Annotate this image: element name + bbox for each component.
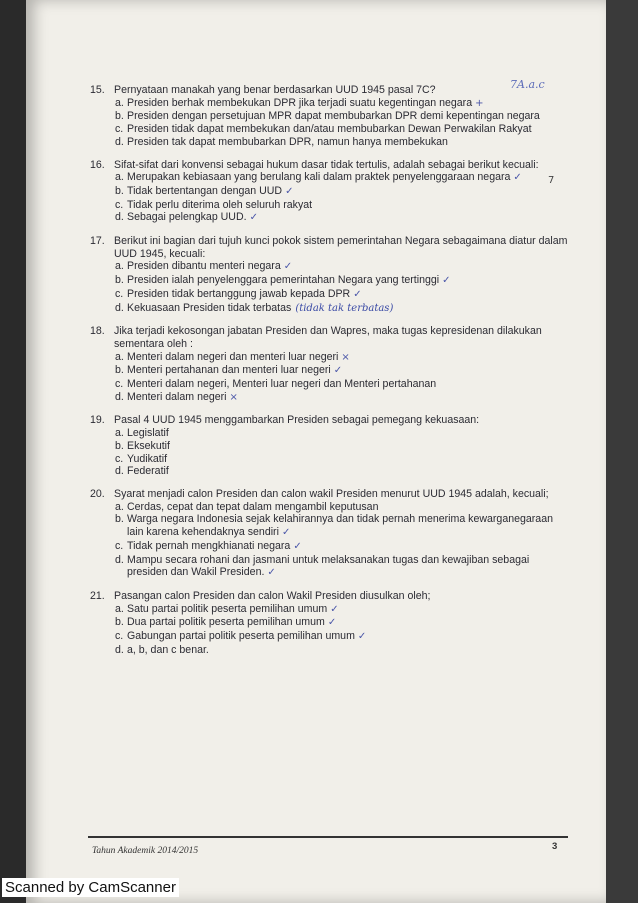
answer-option bbox=[115, 453, 570, 466]
option-text: Presiden berhak membekukan DPR jika terjadi suatu kegentingan negara bbox=[127, 96, 473, 109]
option-letter: d. bbox=[115, 553, 124, 566]
answer-option bbox=[115, 274, 570, 288]
option-body bbox=[127, 440, 570, 453]
question-stem bbox=[90, 235, 570, 260]
answer-options bbox=[115, 260, 570, 315]
answer-options bbox=[115, 427, 570, 478]
answer-option bbox=[115, 110, 570, 123]
handwritten-mark: × bbox=[229, 391, 238, 403]
option-text: Presiden tak dapat membubarkan DPR, namun hanya membekukan bbox=[127, 135, 448, 148]
option-text: Legislatif bbox=[127, 427, 169, 440]
answer-option bbox=[115, 171, 570, 185]
option-body bbox=[127, 554, 570, 580]
question-list bbox=[90, 84, 570, 666]
option-letter: b. bbox=[115, 110, 124, 123]
question-item bbox=[90, 84, 570, 149]
option-letter: d. bbox=[115, 643, 124, 656]
handwritten-mark: ✓ bbox=[333, 365, 343, 377]
option-text: Presiden dibantu menteri negara bbox=[127, 260, 281, 273]
question-stem bbox=[90, 325, 570, 350]
option-text: Presiden ialah penyelenggara pemerintahan Negara yang tertinggi bbox=[127, 274, 440, 287]
option-letter: a. bbox=[115, 427, 124, 440]
option-letter: b. bbox=[115, 513, 124, 526]
option-text: Presiden tidak dapat membekukan dan/atau membubarkan Dewan Perwakilan Rakyat bbox=[127, 123, 532, 136]
question-item bbox=[90, 159, 570, 226]
handwritten-mark: ✓ bbox=[353, 288, 362, 300]
option-letter: a. bbox=[115, 350, 124, 363]
answer-option bbox=[115, 378, 570, 391]
option-letter: d. bbox=[115, 301, 124, 314]
handwritten-mark: ✓ bbox=[249, 212, 258, 224]
option-letter: c. bbox=[115, 123, 124, 136]
option-body bbox=[127, 427, 570, 440]
question-text: Sifat-sifat dari konvensi sebagai hukum dasar tidak tertulis, adalah sebagai berikut kecuali: bbox=[114, 158, 539, 171]
option-text: Kekuasaan Presiden tidak terbatas bbox=[127, 301, 292, 314]
answer-option bbox=[115, 501, 570, 514]
answer-option bbox=[115, 554, 570, 580]
option-body bbox=[127, 171, 570, 185]
option-letter: d. bbox=[115, 211, 124, 224]
option-text: Presiden tidak bertanggung jawab kepada DPR bbox=[127, 287, 351, 300]
option-letter: d. bbox=[115, 135, 124, 148]
option-text: Satu partai politik peserta pemilihan umum bbox=[127, 602, 328, 615]
option-text: a, b, dan c benar. bbox=[127, 643, 209, 656]
option-text: Menteri dalam negeri, Menteri luar negeri dan Menteri pertahanan bbox=[127, 378, 437, 391]
option-text: Menteri dalam negeri dan menteri luar negeri bbox=[127, 350, 339, 363]
question-item bbox=[90, 590, 570, 657]
footer-page-number: 3 bbox=[552, 841, 558, 852]
option-letter: a. bbox=[115, 500, 124, 513]
answer-option bbox=[115, 364, 570, 378]
option-text: Menteri pertahanan dan menteri luar negeri bbox=[127, 364, 331, 377]
option-text: Sebagai pelengkap UUD. bbox=[127, 211, 247, 224]
option-letter: d. bbox=[115, 465, 124, 478]
answer-option bbox=[115, 302, 570, 316]
handwritten-mark: ✓ bbox=[293, 540, 302, 552]
option-text: Mampu secara rohani dan jasmani untuk melaksanakan tugas dan kewajiban sebagai presiden dan Wakil Presiden. bbox=[127, 553, 530, 579]
handwritten-side-mark: 7 bbox=[548, 175, 555, 186]
answer-option bbox=[115, 97, 570, 111]
handwritten-mark: ✓ bbox=[267, 567, 276, 579]
handwritten-mark: ✓ bbox=[281, 527, 291, 539]
question-item bbox=[90, 488, 570, 580]
option-letter: a. bbox=[115, 96, 124, 109]
option-body bbox=[127, 378, 570, 391]
handwritten-mark: ✓ bbox=[283, 261, 293, 273]
option-body bbox=[127, 136, 570, 149]
option-body bbox=[127, 644, 570, 657]
answer-option bbox=[115, 427, 570, 440]
answer-option bbox=[115, 123, 570, 136]
option-text: Gabungan partai politik peserta pemilihan umum bbox=[127, 630, 355, 643]
question-stem bbox=[90, 414, 570, 427]
question-stem bbox=[90, 84, 570, 97]
answer-option bbox=[115, 391, 570, 405]
option-letter: a. bbox=[115, 602, 124, 615]
answer-option bbox=[115, 136, 570, 149]
answer-option bbox=[115, 630, 570, 644]
option-letter: c. bbox=[115, 630, 124, 643]
answer-option bbox=[115, 351, 570, 365]
handwritten-mark: × bbox=[341, 351, 350, 363]
option-text: Tidak pernah mengkhianati negara bbox=[127, 539, 291, 552]
option-body bbox=[127, 603, 570, 617]
option-body bbox=[127, 501, 570, 514]
question-text: Pasal 4 UUD 1945 menggambarkan Presiden sebagai pemegang kekuasaan: bbox=[114, 414, 480, 427]
handwritten-mark: ✓ bbox=[327, 617, 337, 629]
option-body bbox=[127, 110, 570, 123]
option-letter: c. bbox=[115, 198, 124, 211]
handwritten-mark: ✓ bbox=[442, 275, 451, 287]
answer-option bbox=[115, 540, 570, 554]
scan-background-edge bbox=[606, 0, 638, 903]
option-text: Presiden dengan persetujuan MPR dapat membubarkan DPR demi kepentingan negara bbox=[127, 110, 540, 123]
option-letter: a. bbox=[115, 171, 124, 184]
question-text: Pasangan calon Presiden dan calon Wakil Presiden diusulkan oleh; bbox=[114, 589, 431, 602]
answer-options bbox=[115, 171, 570, 225]
option-letter: c. bbox=[115, 378, 124, 391]
option-text: Yudikatif bbox=[127, 452, 168, 465]
option-letter: c. bbox=[115, 452, 124, 465]
answer-options bbox=[115, 97, 570, 149]
option-body bbox=[127, 185, 570, 199]
option-text: Merupakan kebiasaan yang berulang kali dalam praktek penyelenggaraan negara bbox=[127, 171, 511, 184]
option-letter: b. bbox=[115, 616, 124, 629]
footer-academic-year: Tahun Akademik 2014/2015 bbox=[92, 846, 199, 856]
question-number: 20. bbox=[90, 487, 105, 500]
option-body bbox=[127, 260, 570, 274]
option-body bbox=[127, 465, 570, 478]
answer-option bbox=[115, 513, 570, 539]
answer-option bbox=[115, 260, 570, 274]
option-body bbox=[127, 288, 570, 302]
answer-options bbox=[115, 501, 570, 580]
question-number: 16. bbox=[90, 158, 105, 171]
question-item bbox=[90, 325, 570, 404]
answer-option bbox=[115, 185, 570, 199]
answer-options bbox=[115, 351, 570, 405]
question-text: Berikut ini bagian dari tujuh kunci pokok sistem pemerintahan Negara sebagaimana diatur dalam UUD 1945, kecuali: bbox=[114, 235, 568, 260]
option-text: Warga negara Indonesia sejak kelahirannya dan tidak pernah menerima kewarganegaraan lain karena kehendaknya sendiri bbox=[127, 513, 553, 539]
option-letter: a. bbox=[115, 260, 124, 273]
answer-option bbox=[115, 288, 570, 302]
option-body bbox=[127, 211, 570, 225]
option-letter: c. bbox=[115, 287, 124, 300]
option-text: Federatif bbox=[127, 465, 169, 478]
option-text: Eksekutif bbox=[127, 439, 170, 452]
answer-option bbox=[115, 465, 570, 478]
question-stem bbox=[90, 488, 570, 501]
option-letter: b. bbox=[115, 184, 124, 197]
option-text: Cerdas, cepat dan tepat dalam mengambil keputusan bbox=[127, 500, 379, 513]
option-body bbox=[127, 453, 570, 466]
question-text: Jika terjadi kekosongan jabatan Presiden dan Wapres, maka tugas kepresidenan dilakukan sementara oleh : bbox=[114, 325, 542, 350]
option-body bbox=[127, 364, 570, 378]
answer-option bbox=[115, 616, 570, 630]
option-body bbox=[127, 391, 570, 405]
handwritten-corner-note: 7A.a.c bbox=[510, 78, 545, 91]
option-body bbox=[127, 616, 570, 630]
option-body bbox=[127, 302, 570, 316]
question-text: Syarat menjadi calon Presiden dan calon wakil Presiden menurut UUD 1945 adalah, kecuali; bbox=[114, 487, 549, 500]
handwritten-mark: ✓ bbox=[357, 631, 367, 643]
handwritten-mark: + bbox=[475, 97, 484, 109]
question-item bbox=[90, 235, 570, 315]
option-text: Tidak bertentangan dengan UUD bbox=[127, 184, 283, 197]
option-text: Dua partai politik peserta pemilihan umum bbox=[127, 616, 325, 629]
answer-option bbox=[115, 440, 570, 453]
question-number: 21. bbox=[90, 589, 105, 602]
option-text: Menteri dalam negeri bbox=[127, 390, 227, 403]
question-text: Pernyataan manakah yang benar berdasarkan UUD 1945 pasal 7C? bbox=[114, 84, 436, 96]
question-number: 18. bbox=[90, 325, 105, 338]
option-body bbox=[127, 513, 570, 539]
question-stem bbox=[90, 159, 570, 172]
handwritten-mark: ✓ bbox=[285, 185, 294, 197]
answer-option bbox=[115, 211, 570, 225]
question-number: 19. bbox=[90, 414, 105, 427]
footer-rule bbox=[88, 836, 568, 838]
option-text: Tidak perlu diterima oleh seluruh rakyat bbox=[127, 198, 313, 211]
handwritten-mark: ✓ bbox=[330, 603, 339, 615]
option-letter: c. bbox=[115, 539, 124, 552]
answer-option bbox=[115, 199, 570, 212]
handwritten-mark: ✓ bbox=[513, 172, 522, 184]
option-letter: b. bbox=[115, 439, 124, 452]
question-number: 15. bbox=[90, 84, 105, 96]
option-body bbox=[127, 540, 570, 554]
option-body bbox=[127, 123, 570, 136]
option-body bbox=[127, 97, 570, 111]
question-stem bbox=[90, 590, 570, 603]
option-body bbox=[127, 351, 570, 365]
scanner-watermark: Scanned by CamScanner bbox=[2, 878, 179, 897]
option-letter: d. bbox=[115, 390, 124, 403]
answer-option bbox=[115, 644, 570, 657]
answer-option bbox=[115, 603, 570, 617]
option-letter: b. bbox=[115, 274, 124, 287]
option-body bbox=[127, 274, 570, 288]
option-letter: b. bbox=[115, 364, 124, 377]
handwritten-mark: (tidak tak terbatas) bbox=[295, 302, 394, 314]
answer-options bbox=[115, 603, 570, 657]
question-number: 17. bbox=[90, 235, 105, 248]
option-body bbox=[127, 199, 570, 212]
question-item bbox=[90, 414, 570, 478]
option-body bbox=[127, 630, 570, 644]
